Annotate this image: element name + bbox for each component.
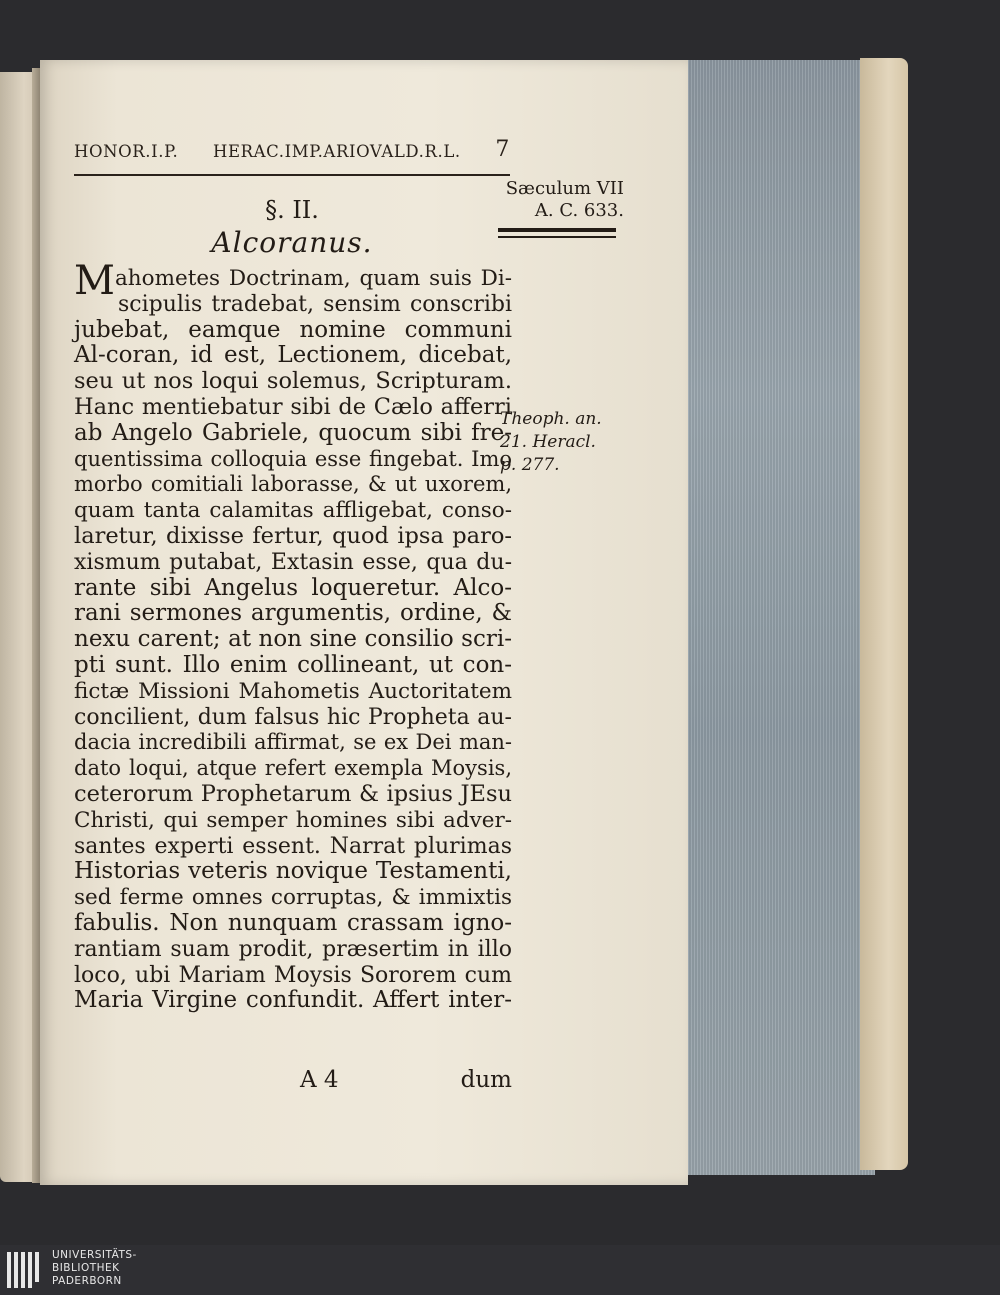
text-line: jubebat, eamque nomine communi <box>74 316 512 343</box>
page-footer <box>300 1067 512 1093</box>
margin-date <box>500 178 624 222</box>
page-number: 7 <box>495 137 510 162</box>
margin-century: Sæculum VII <box>505 178 624 199</box>
margin-year: A. C. 633. <box>534 200 624 221</box>
text-line: dacia incredibili affirmat, se ex Dei man- <box>74 730 512 755</box>
body-text <box>74 258 512 1014</box>
text-line: fabulis. Non nunquam crassam igno- <box>74 909 512 936</box>
margin-citation-line: Theoph. an. <box>500 409 602 429</box>
margin-citation <box>500 408 624 477</box>
margin-rule-thick <box>498 228 616 232</box>
library-footer-bar <box>0 1245 1000 1295</box>
text-line: nexu carent; at non sine consilio scri- <box>74 626 512 653</box>
text-line: fictæ Missioni Mahometis Auctoritatem <box>74 678 512 704</box>
text-line-content: ahometes Doctrinam, quam suis Di- <box>114 266 512 291</box>
library-name-line: BIBLIOTHEK <box>52 1262 120 1274</box>
text-line: quentissima colloquia esse fingebat. Imo <box>74 446 512 471</box>
text-line: Maria Virgine confundit. Affert inter- <box>74 987 512 1014</box>
running-head-middle: HERAC.IMP.ARIOVALD.R.L. <box>212 142 461 161</box>
text-line: pti sunt. Illo enim collineant, ut con- <box>74 651 512 678</box>
library-name <box>52 1249 137 1288</box>
margin-rule-thin <box>498 236 616 238</box>
text-line: concilient, dum falsus hic Propheta au- <box>74 704 512 730</box>
running-head-left: HONOR.I.P. <box>74 142 179 161</box>
section-mark: §. II. <box>265 196 319 224</box>
text-line: seu ut nos loqui solemus, Scripturam. <box>74 368 512 395</box>
margin-citation-line: 21. Heracl. <box>500 432 596 452</box>
library-logo-icon <box>6 1248 44 1292</box>
text-line: Al-coran, id est, Lectionem, dicebat, <box>74 342 512 369</box>
text-line: morbo comitiali laborasse, & ut uxorem, <box>74 472 512 497</box>
text-line: xismum putabat, Extasin esse, qua du- <box>74 549 512 575</box>
text-line: santes experti essent. Narrat plurimas <box>74 833 512 859</box>
text-line: Christi, qui semper homines sibi adver- <box>74 807 512 833</box>
text-line: sed ferme omnes corruptas, & immixtis <box>74 885 512 911</box>
text-line: laretur, dixisse fertur, quod ipsa paro- <box>74 522 512 549</box>
text-line: rante sibi Angelus loqueretur. Alco- <box>74 574 512 601</box>
text-line: scipulis tradebat, sensim conscribi <box>118 291 512 317</box>
margin-citation-line: p. 277. <box>500 455 560 475</box>
text-line: Historias veteris novique Testamenti, <box>74 858 512 885</box>
library-name-line: PADERBORN <box>52 1275 122 1287</box>
signature-mark: A 4 <box>300 1067 339 1093</box>
text-line: dato loqui, atque refert exempla Moysis, <box>74 756 512 781</box>
text-line: loco, ubi Mariam Moysis Sororem cum <box>74 962 512 988</box>
text-line: ceterorum Prophetarum & ipsius JEsu <box>74 780 512 807</box>
section-title: Alcoranus. <box>211 226 373 259</box>
catchword: dum <box>460 1067 512 1093</box>
text-line: rani sermones argumentis, ordine, & <box>74 600 512 627</box>
book-cover-edge <box>860 58 908 1170</box>
text-line: rantiam suam prodit, præsertim in illo <box>74 936 512 962</box>
text-line: ab Angelo Gabriele, quocum sibi fre- <box>74 419 512 446</box>
page-block-edge <box>670 60 875 1175</box>
text-line: Hanc mentiebatur sibi de Cælo afferri <box>74 393 512 420</box>
running-head <box>74 137 510 162</box>
library-name-line: UNIVERSITÄTS- <box>52 1249 137 1261</box>
drop-cap: M <box>74 258 115 304</box>
header-rule <box>74 174 510 176</box>
text-line: quam tanta calamitas affligebat, conso- <box>74 498 512 524</box>
